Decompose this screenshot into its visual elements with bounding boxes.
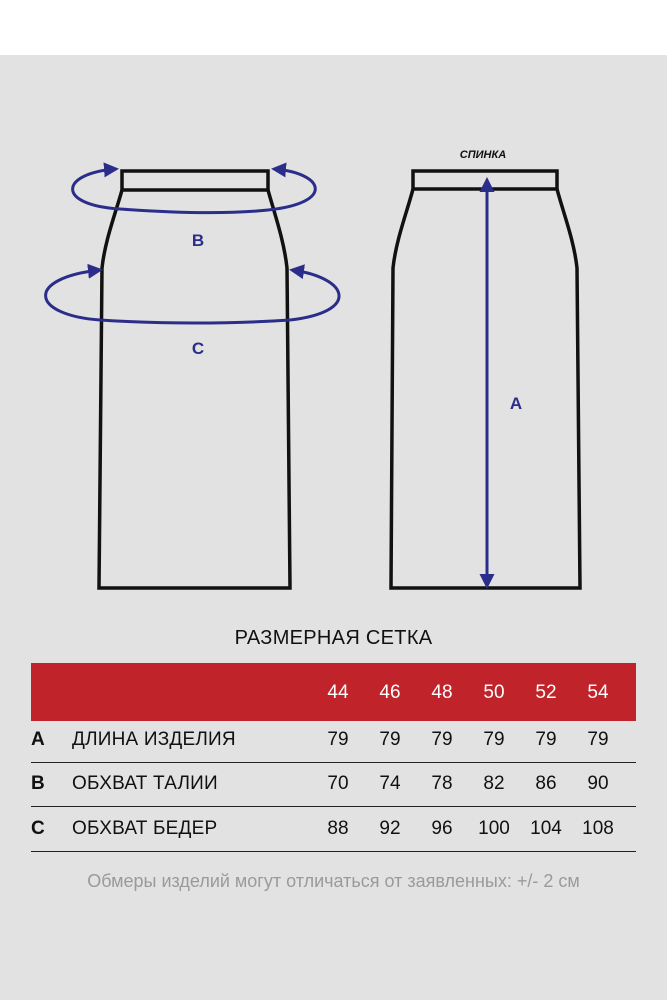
table-cell: 70 <box>327 773 349 794</box>
table-cell: 96 <box>431 818 453 839</box>
row-label: ОБХВАТ ТАЛИИ <box>72 773 218 794</box>
row-letter: C <box>31 818 45 839</box>
table-cell: 79 <box>327 729 349 750</box>
table-cell: 82 <box>483 773 505 794</box>
row-divider <box>31 806 636 807</box>
size-header: 46 <box>379 682 401 703</box>
table-cell: 104 <box>530 818 562 839</box>
row-label: ДЛИНА ИЗДЕЛИЯ <box>72 729 236 750</box>
table-cell: 90 <box>587 773 609 794</box>
size-header: 44 <box>327 682 349 703</box>
table-cell: 79 <box>431 729 453 750</box>
table-cell: 74 <box>379 773 401 794</box>
back-label: СПИНКА <box>459 149 507 161</box>
measurement-note: Обмеры изделий могут отличаться от заявленных: +/- 2 см <box>87 871 580 891</box>
row-divider <box>31 851 636 852</box>
size-header: 54 <box>587 682 609 703</box>
table-cell: 78 <box>431 773 453 794</box>
table-cell: 108 <box>582 818 614 839</box>
table-cell: 79 <box>587 729 609 750</box>
size-header: 52 <box>535 682 557 703</box>
table-cell: 79 <box>379 729 401 750</box>
table-cell: 79 <box>483 729 505 750</box>
table-cell: 100 <box>478 818 510 839</box>
hip-measure-icon <box>46 270 339 323</box>
size-chart-title: РАЗМЕРНАЯ СЕТКА <box>234 627 433 649</box>
row-divider <box>31 762 636 763</box>
table-cell: 79 <box>535 729 557 750</box>
size-header: 50 <box>483 682 505 703</box>
row-label: ОБХВАТ БЕДЕР <box>72 818 218 839</box>
label-b: B <box>191 231 205 250</box>
label-c: C <box>191 339 205 358</box>
row-letter: A <box>31 729 45 750</box>
row-letter: B <box>31 773 45 794</box>
table-cell: 86 <box>535 773 557 794</box>
table-cell: 92 <box>379 818 401 839</box>
size-header: 48 <box>431 682 453 703</box>
label-a: A <box>509 394 523 413</box>
table-cell: 88 <box>327 818 349 839</box>
